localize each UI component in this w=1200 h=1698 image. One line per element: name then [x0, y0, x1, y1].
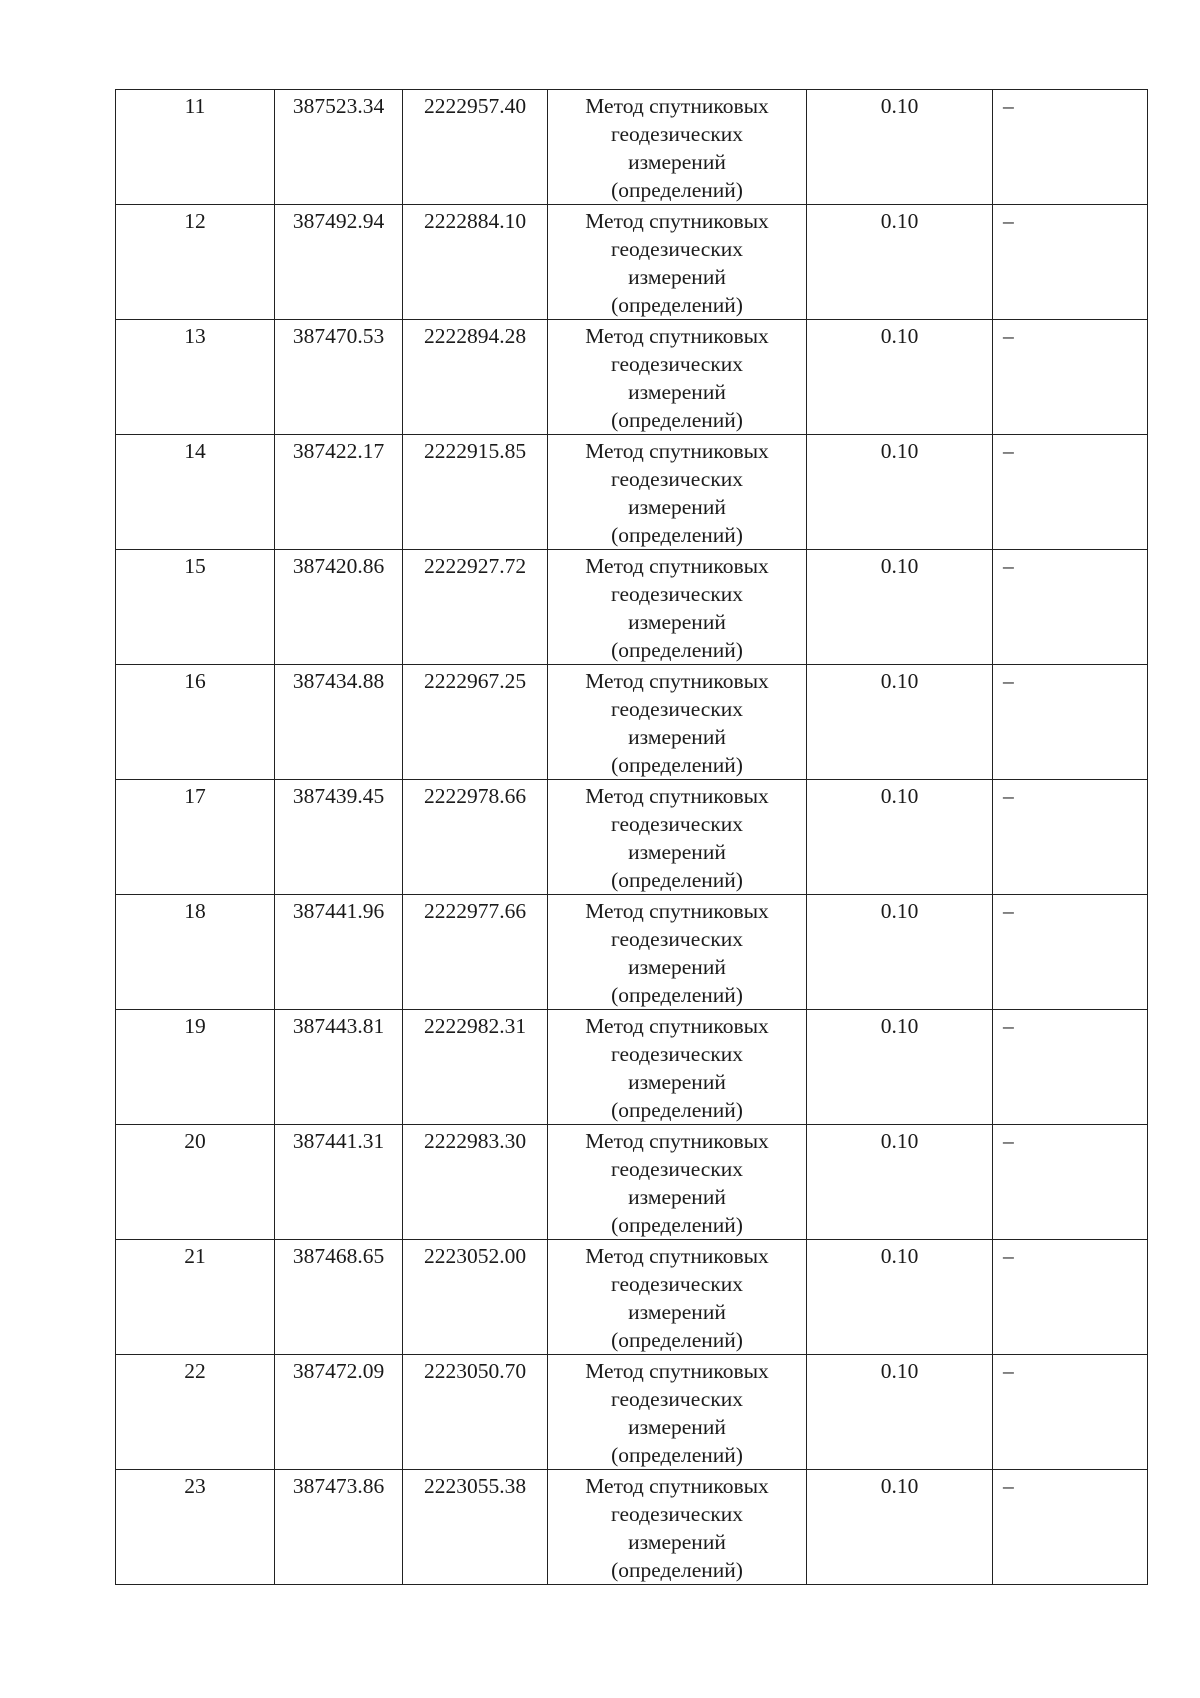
note-cell: – — [993, 1470, 1148, 1585]
note-cell: – — [993, 1125, 1148, 1240]
method-cell — [548, 780, 807, 895]
accuracy-cell: 0.10 — [807, 1125, 993, 1240]
method-cell — [548, 1240, 807, 1355]
method-cell — [548, 665, 807, 780]
y-coordinate-cell: 2222884.10 — [403, 205, 548, 320]
note-cell: – — [993, 1010, 1148, 1125]
table-row — [116, 780, 1148, 895]
y-coordinate-cell: 2222915.85 — [403, 435, 548, 550]
point-number-cell: 18 — [116, 895, 275, 1010]
coordinates-table — [115, 89, 1148, 1585]
method-text: Метод спутниковых геодезических измерений (определений) — [585, 324, 769, 432]
method-cell — [548, 895, 807, 1010]
x-coordinate-cell: 387439.45 — [275, 780, 403, 895]
table-row — [116, 550, 1148, 665]
accuracy-cell: 0.10 — [807, 550, 993, 665]
y-coordinate-cell: 2222983.30 — [403, 1125, 548, 1240]
x-coordinate-cell: 387492.94 — [275, 205, 403, 320]
point-number-cell: 21 — [116, 1240, 275, 1355]
method-cell — [548, 550, 807, 665]
method-cell — [548, 435, 807, 550]
note-cell: – — [993, 895, 1148, 1010]
y-coordinate-cell: 2222967.25 — [403, 665, 548, 780]
y-coordinate-cell: 2222978.66 — [403, 780, 548, 895]
point-number-cell: 23 — [116, 1470, 275, 1585]
accuracy-cell: 0.10 — [807, 665, 993, 780]
accuracy-cell: 0.10 — [807, 435, 993, 550]
method-text: Метод спутниковых геодезических измерений (определений) — [585, 784, 769, 892]
method-cell — [548, 320, 807, 435]
y-coordinate-cell: 2222982.31 — [403, 1010, 548, 1125]
accuracy-cell: 0.10 — [807, 320, 993, 435]
y-coordinate-cell: 2223050.70 — [403, 1355, 548, 1470]
method-cell — [548, 90, 807, 205]
table-row — [116, 1470, 1148, 1585]
table-row — [116, 665, 1148, 780]
table-row — [116, 1125, 1148, 1240]
method-text: Метод спутниковых геодезических измерений (определений) — [585, 554, 769, 662]
x-coordinate-cell: 387523.34 — [275, 90, 403, 205]
x-coordinate-cell: 387422.17 — [275, 435, 403, 550]
y-coordinate-cell: 2222927.72 — [403, 550, 548, 665]
note-cell: – — [993, 665, 1148, 780]
point-number-cell: 14 — [116, 435, 275, 550]
method-cell — [548, 1355, 807, 1470]
x-coordinate-cell: 387472.09 — [275, 1355, 403, 1470]
point-number-cell: 15 — [116, 550, 275, 665]
note-cell: – — [993, 90, 1148, 205]
point-number-cell: 16 — [116, 665, 275, 780]
method-text: Метод спутниковых геодезических измерений (определений) — [585, 1474, 769, 1582]
accuracy-cell: 0.10 — [807, 1010, 993, 1125]
x-coordinate-cell: 387473.86 — [275, 1470, 403, 1585]
note-cell: – — [993, 550, 1148, 665]
method-text: Метод спутниковых геодезических измерений (определений) — [585, 669, 769, 777]
method-text: Метод спутниковых геодезических измерений (определений) — [585, 1129, 769, 1237]
method-cell — [548, 1010, 807, 1125]
method-cell — [548, 1470, 807, 1585]
accuracy-cell: 0.10 — [807, 1240, 993, 1355]
y-coordinate-cell: 2222894.28 — [403, 320, 548, 435]
x-coordinate-cell: 387470.53 — [275, 320, 403, 435]
point-number-cell: 17 — [116, 780, 275, 895]
table-row — [116, 435, 1148, 550]
table-row — [116, 320, 1148, 435]
y-coordinate-cell: 2222957.40 — [403, 90, 548, 205]
method-text: Метод спутниковых геодезических измерений (определений) — [585, 94, 769, 202]
method-text: Метод спутниковых геодезических измерений (определений) — [585, 1014, 769, 1122]
x-coordinate-cell: 387441.96 — [275, 895, 403, 1010]
accuracy-cell: 0.10 — [807, 205, 993, 320]
point-number-cell: 11 — [116, 90, 275, 205]
y-coordinate-cell: 2223052.00 — [403, 1240, 548, 1355]
note-cell: – — [993, 320, 1148, 435]
x-coordinate-cell: 387420.86 — [275, 550, 403, 665]
x-coordinate-cell: 387434.88 — [275, 665, 403, 780]
point-number-cell: 19 — [116, 1010, 275, 1125]
point-number-cell: 13 — [116, 320, 275, 435]
accuracy-cell: 0.10 — [807, 90, 993, 205]
point-number-cell: 22 — [116, 1355, 275, 1470]
method-text: Метод спутниковых геодезических измерений (определений) — [585, 1244, 769, 1352]
note-cell: – — [993, 435, 1148, 550]
table-row — [116, 1010, 1148, 1125]
table-row — [116, 205, 1148, 320]
note-cell: – — [993, 1240, 1148, 1355]
table-row — [116, 90, 1148, 205]
accuracy-cell: 0.10 — [807, 1355, 993, 1470]
method-cell — [548, 1125, 807, 1240]
x-coordinate-cell: 387468.65 — [275, 1240, 403, 1355]
note-cell: – — [993, 1355, 1148, 1470]
note-cell: – — [993, 780, 1148, 895]
method-text: Метод спутниковых геодезических измерений (определений) — [585, 439, 769, 547]
method-text: Метод спутниковых геодезических измерений (определений) — [585, 209, 769, 317]
accuracy-cell: 0.10 — [807, 1470, 993, 1585]
y-coordinate-cell: 2222977.66 — [403, 895, 548, 1010]
method-text: Метод спутниковых геодезических измерений (определений) — [585, 1359, 769, 1467]
table-row — [116, 1355, 1148, 1470]
point-number-cell: 12 — [116, 205, 275, 320]
y-coordinate-cell: 2223055.38 — [403, 1470, 548, 1585]
method-cell — [548, 205, 807, 320]
accuracy-cell: 0.10 — [807, 780, 993, 895]
x-coordinate-cell: 387443.81 — [275, 1010, 403, 1125]
x-coordinate-cell: 387441.31 — [275, 1125, 403, 1240]
accuracy-cell: 0.10 — [807, 895, 993, 1010]
table-row — [116, 895, 1148, 1010]
point-number-cell: 20 — [116, 1125, 275, 1240]
note-cell: – — [993, 205, 1148, 320]
table-body — [116, 90, 1148, 1585]
method-text: Метод спутниковых геодезических измерений (определений) — [585, 899, 769, 1007]
table-row — [116, 1240, 1148, 1355]
